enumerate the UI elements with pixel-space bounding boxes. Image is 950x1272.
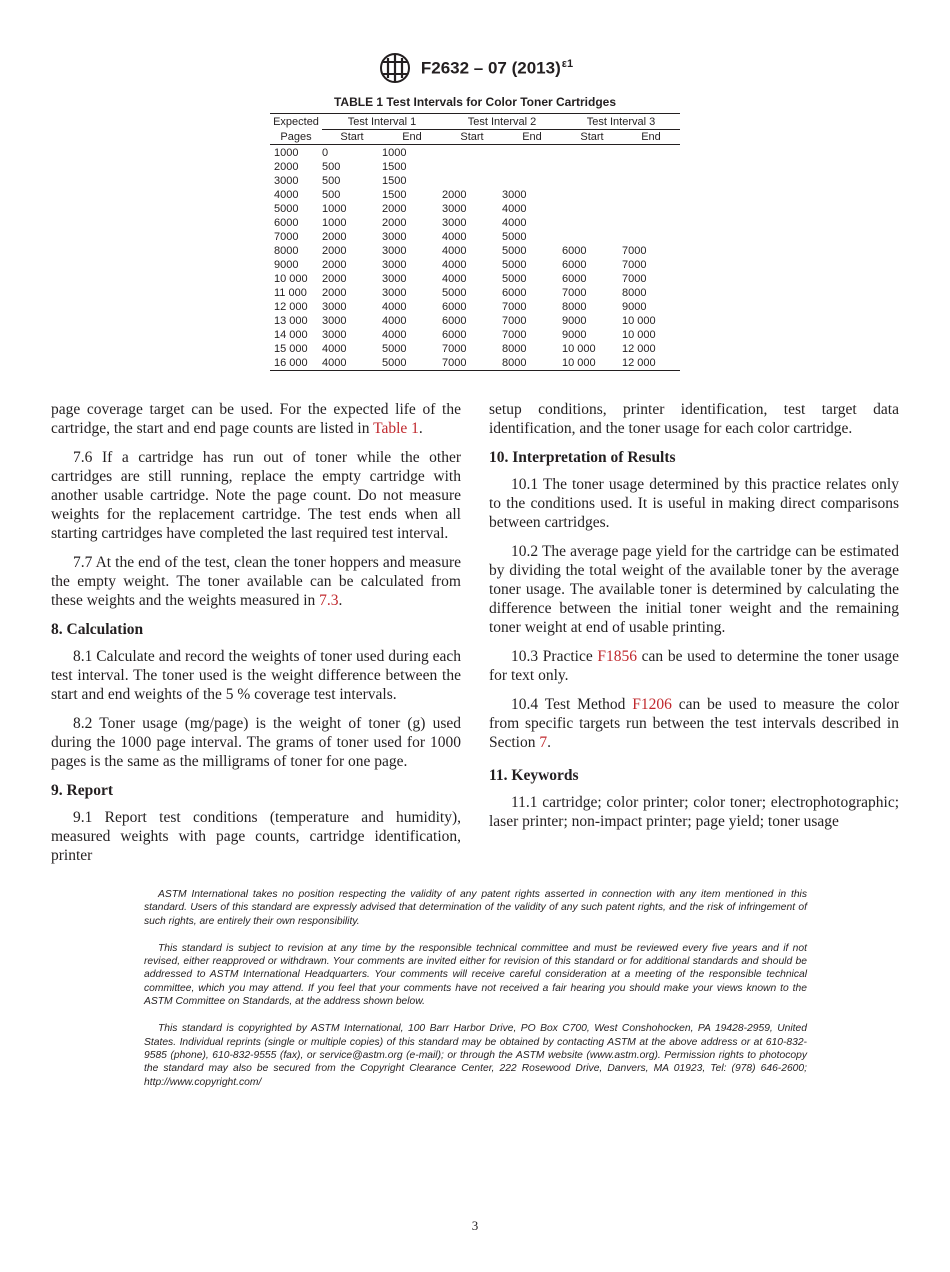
paragraph-10-4: 10.4 Test Method F1206 can be used to measure the color from specific targets run between the test intervals described in Section 7. <box>489 696 900 751</box>
table-cell: 7000 <box>502 329 527 341</box>
legal-notes <box>144 888 807 1103</box>
table-cell: 10 000 <box>622 315 656 327</box>
table-cell: 5000 <box>274 203 299 215</box>
table-cell: 7000 <box>274 231 299 243</box>
table-cell: 1000 <box>322 217 347 229</box>
table-row <box>270 160 680 174</box>
table-cell: 6000 <box>274 217 299 229</box>
table-row <box>270 188 680 202</box>
table-cell: 6000 <box>442 301 467 313</box>
table-cell: 4000 <box>382 315 407 327</box>
table-cell: 5000 <box>442 287 467 299</box>
table-cell <box>562 202 622 216</box>
table-cell: 8000 <box>562 301 587 313</box>
page-number: 3 <box>471 1218 479 1233</box>
col-header-pages: Pages <box>270 130 322 145</box>
table-cell: 13 000 <box>274 315 308 327</box>
table-cell <box>442 174 502 188</box>
table-cell <box>622 174 680 188</box>
table-cell: 5000 <box>502 259 527 271</box>
table-cell: 14 000 <box>274 329 308 341</box>
paragraph-10-3: 10.3 Practice F1856 can be used to determine the toner usage for text only. <box>489 648 899 684</box>
table-cell: 7000 <box>502 315 527 327</box>
section-7-link[interactable]: 7 <box>539 734 548 751</box>
copyright-notice: This standard is copyrighted by ASTM International, 100 Barr Harbor Drive, PO Box C700, West Conshohocken, PA 19428-2959, United States. Individual reprints (single or multiple copies) of this standard may be obtained by contacting ASTM at the above address or at 610-832-9585 (phone), 610-832-9555 (fax), or service@astm.org (e-mail); or through the ASTM website (www.astm.org). Permission rights to photocopy the standard may also be secured from the Copyright Clearance Center, 222 Rosewood Drive, Danvers, MA 01923, Tel: (978) 646-2600; http://www.copyright.com/ <box>144 1023 807 1088</box>
table-cell: 1000 <box>274 147 299 159</box>
table-cell: 2000 <box>322 231 347 243</box>
table-cell: 2000 <box>322 287 347 299</box>
test-interval-table <box>270 113 680 371</box>
table-cell: 3000 <box>382 259 407 271</box>
table-cell: 4000 <box>322 357 347 369</box>
table-cell: 2000 <box>322 273 347 285</box>
f1206-link[interactable]: F1206 <box>632 696 672 713</box>
table-cell: 16 000 <box>274 357 308 369</box>
table-title: TABLE 1 Test Intervals for Color Toner Cartridges <box>333 95 617 109</box>
table-cell <box>622 188 680 202</box>
patent-notice: ASTM International takes no position respecting the validity of any patent rights asserted in connection with any item mentioned in this standard. Users of this standard are expressly advised that determination of the validity of any such patent rights, and the risk of infringement of such rights, are entirely their own responsibility. <box>144 889 807 927</box>
table-cell: 5000 <box>382 343 407 355</box>
section-7-3-link[interactable]: 7.3 <box>319 592 339 609</box>
col-header-start: Start <box>322 130 382 145</box>
table-cell: 4000 <box>502 217 527 229</box>
revision-notice: This standard is subject to revision at any time by the responsible technical committee and must be reviewed every five years and if not revised, either reapproved or withdrawn. Your comments are invited either for revision of this standard or for additional standards and should be addressed to ASTM International Headquarters. Your comments will receive careful consideration at a meeting of the responsible technical committee, which you may attend. If you feel that your comments have not received a fair hearing you should make your views known to the ASTM Committee on Standards, at the address shown below. <box>144 942 807 1008</box>
table-cell: 3000 <box>382 273 407 285</box>
table-row <box>270 328 680 342</box>
table-cell <box>622 145 680 161</box>
table-cell: 3000 <box>322 315 347 327</box>
paragraph: page coverage target can be used. For the expected life of the cartridge, the start and end page counts are listed in Table 1. <box>51 401 461 437</box>
table-cell <box>562 188 622 202</box>
table-cell <box>622 216 680 230</box>
table-row <box>270 258 680 272</box>
table-cell: 3000 <box>442 203 467 215</box>
table-cell: 3000 <box>382 287 407 299</box>
table-cell: 500 <box>322 175 341 187</box>
table-cell: 2000 <box>322 259 347 271</box>
table-cell: 6000 <box>502 287 527 299</box>
table-cell: 9000 <box>274 259 299 271</box>
heading-keywords: 11. Keywords <box>489 767 579 784</box>
table-cell <box>562 174 622 188</box>
table-cell: 5000 <box>382 357 407 369</box>
table-cell: 4000 <box>382 301 407 313</box>
table-cell: 12 000 <box>622 343 656 355</box>
table-cell: 2000 <box>274 161 299 173</box>
table-row <box>270 202 680 216</box>
table-cell: 4000 <box>442 245 467 257</box>
table-cell: 8000 <box>502 357 527 369</box>
col-group-interval-3: Test Interval 3 <box>562 114 680 130</box>
table-cell: 7000 <box>442 357 467 369</box>
paragraph-7-6: 7.6 If a cartridge has run out of toner while the other cartridges are still running, replace the empty cartridge with another usable cartridge. Note the page count. Do not measure weights for the replacement cartridge. The test ends when all starting cartridges have completed the last required test interval. <box>51 449 461 542</box>
table-cell: 1500 <box>382 189 407 201</box>
table-cell <box>622 160 680 174</box>
col-header-end: End <box>622 130 680 145</box>
table-cell: 1500 <box>382 175 407 187</box>
table-cell <box>562 216 622 230</box>
table-row <box>270 286 680 300</box>
table-cell: 6000 <box>442 315 467 327</box>
table-body <box>270 145 680 371</box>
table-cell: 8000 <box>622 287 647 299</box>
table-cell: 1000 <box>382 147 407 159</box>
table-cell: 4000 <box>442 231 467 243</box>
table-cell <box>562 230 622 244</box>
table-cell: 10 000 <box>274 273 308 285</box>
col-header-start: Start <box>442 130 502 145</box>
heading-calculation: 8. Calculation <box>51 621 144 638</box>
paragraph-11-1: 11.1 cartridge; color printer; color toner; electrophotographic; laser printer; non-impact printer; page yield; toner usage <box>489 794 899 830</box>
table-cell: 7000 <box>622 245 647 257</box>
table-cell: 3000 <box>442 217 467 229</box>
table-cell: 7000 <box>562 287 587 299</box>
right-column <box>489 400 899 841</box>
epsilon-superscript: ε1 <box>561 57 574 70</box>
table-cell <box>442 160 502 174</box>
table-cell <box>622 202 680 216</box>
table-cell: 0 <box>322 147 329 159</box>
table-cell: 10 000 <box>622 329 656 341</box>
table-cell: 4000 <box>382 329 407 341</box>
table-cell: 3000 <box>382 231 407 243</box>
table-cell: 2000 <box>382 203 407 215</box>
paragraph: setup conditions, printer identification, test target data identification, and the toner usage for each color cartridge. <box>489 401 899 437</box>
table-cell: 6000 <box>562 245 587 257</box>
paragraph-10-2: 10.2 The average page yield for the cartridge can be estimated by dividing the total weight of the available toner by the average toner usage. The available toner is determined by calculating the difference between the initial toner weight and the remaining toner weight at end of usable printing. <box>489 543 899 636</box>
table-cell: 7000 <box>442 343 467 355</box>
heading-report: 9. Report <box>51 782 113 799</box>
paragraph-8-1: 8.1 Calculate and record the weights of toner used during each test interval. The toner used is the weight difference between the start and end weights of the 5 % coverage test intervals. <box>51 648 461 703</box>
table-cell: 3000 <box>322 301 347 313</box>
table-cell <box>562 145 622 161</box>
table-cell: 1500 <box>382 161 407 173</box>
table-cell: 7000 <box>622 259 647 271</box>
table-cell: 4000 <box>502 203 527 215</box>
table-cell: 3000 <box>274 175 299 187</box>
table-cell: 500 <box>322 161 341 173</box>
table-cell: 8000 <box>502 343 527 355</box>
table-cell <box>502 145 562 161</box>
left-column <box>51 400 461 875</box>
table-cell <box>622 230 680 244</box>
table-row <box>270 342 680 356</box>
table-cell: 3000 <box>322 329 347 341</box>
heading-interpretation: 10. Interpretation of Results <box>489 449 676 466</box>
table-row <box>270 145 680 161</box>
table-cell: 2000 <box>442 189 467 201</box>
table-cell: 1000 <box>322 203 347 215</box>
table-cell <box>502 174 562 188</box>
table-row <box>270 216 680 230</box>
table-cell: 5000 <box>502 231 527 243</box>
col-header-start: Start <box>562 130 622 145</box>
table-cell: 12 000 <box>274 301 308 313</box>
table-cell: 10 000 <box>562 357 596 369</box>
table-cell: 3000 <box>382 245 407 257</box>
table-cell: 3000 <box>502 189 527 201</box>
table-cell <box>562 160 622 174</box>
table-cell: 4000 <box>442 273 467 285</box>
paragraph-8-2: 8.2 Toner usage (mg/page) is the weight of toner (g) used during the 1000 page interval. The grams of toner used for 1000 pages is the same as the milligrams of toner for one page. <box>51 715 461 770</box>
paragraph-7-7: 7.7 At the end of the test, clean the toner hoppers and measure the empty weight. The toner available can be calculated from these weights and the weights measured in 7.3. <box>51 554 461 609</box>
table-cell: 2000 <box>322 245 347 257</box>
table-cell: 6000 <box>442 329 467 341</box>
table-cell: 7000 <box>502 301 527 313</box>
table-cell: 9000 <box>562 315 587 327</box>
table-cell: 6000 <box>562 259 587 271</box>
table-cell: 10 000 <box>562 343 596 355</box>
table-cell <box>442 145 502 161</box>
col-header-end: End <box>502 130 562 145</box>
col-header-expected: Expected <box>273 115 319 128</box>
table-cell: 7000 <box>622 273 647 285</box>
table-cell: 2000 <box>382 217 407 229</box>
table-cell: 8000 <box>274 245 299 257</box>
table-row <box>270 314 680 328</box>
table-row <box>270 272 680 286</box>
table-cell: 5000 <box>502 245 527 257</box>
table-cell: 12 000 <box>622 357 656 369</box>
table-cell: 500 <box>322 189 341 201</box>
standard-designation: F2632 – 07 $(2013)^{\varepsilon 1}$ <box>420 57 574 78</box>
f1856-link[interactable]: F1856 <box>597 648 637 665</box>
table-row <box>270 300 680 314</box>
table-cell <box>502 160 562 174</box>
astm-logo-icon <box>377 52 413 84</box>
paragraph-10-1: 10.1 The toner usage determined by this practice relates only to the conditions used. It is useful in making direct comparisons between cartridges. <box>489 476 899 531</box>
table-cell: 15 000 <box>274 343 308 355</box>
table-row <box>270 174 680 188</box>
table-cell: 5000 <box>502 273 527 285</box>
table-cell: 4000 <box>442 259 467 271</box>
table-cell: 4000 <box>274 189 299 201</box>
table-cell: 9000 <box>622 301 647 313</box>
table-row <box>270 244 680 258</box>
table-1-link[interactable]: Table 1 <box>373 420 419 437</box>
page-header <box>0 52 950 84</box>
col-header-end: End <box>382 130 442 145</box>
col-group-interval-1: Test Interval 1 <box>322 114 442 130</box>
paragraph-9-1: 9.1 Report test conditions (temperature and humidity), measured weights with page counts, cartridge identification, printer <box>51 809 461 864</box>
col-group-interval-2: Test Interval 2 <box>442 114 562 130</box>
table-cell: 9000 <box>562 329 587 341</box>
table-row <box>270 356 680 371</box>
table-row <box>270 230 680 244</box>
table-cell: 11 000 <box>274 287 307 299</box>
table-cell: 6000 <box>562 273 587 285</box>
table-cell: 4000 <box>322 343 347 355</box>
